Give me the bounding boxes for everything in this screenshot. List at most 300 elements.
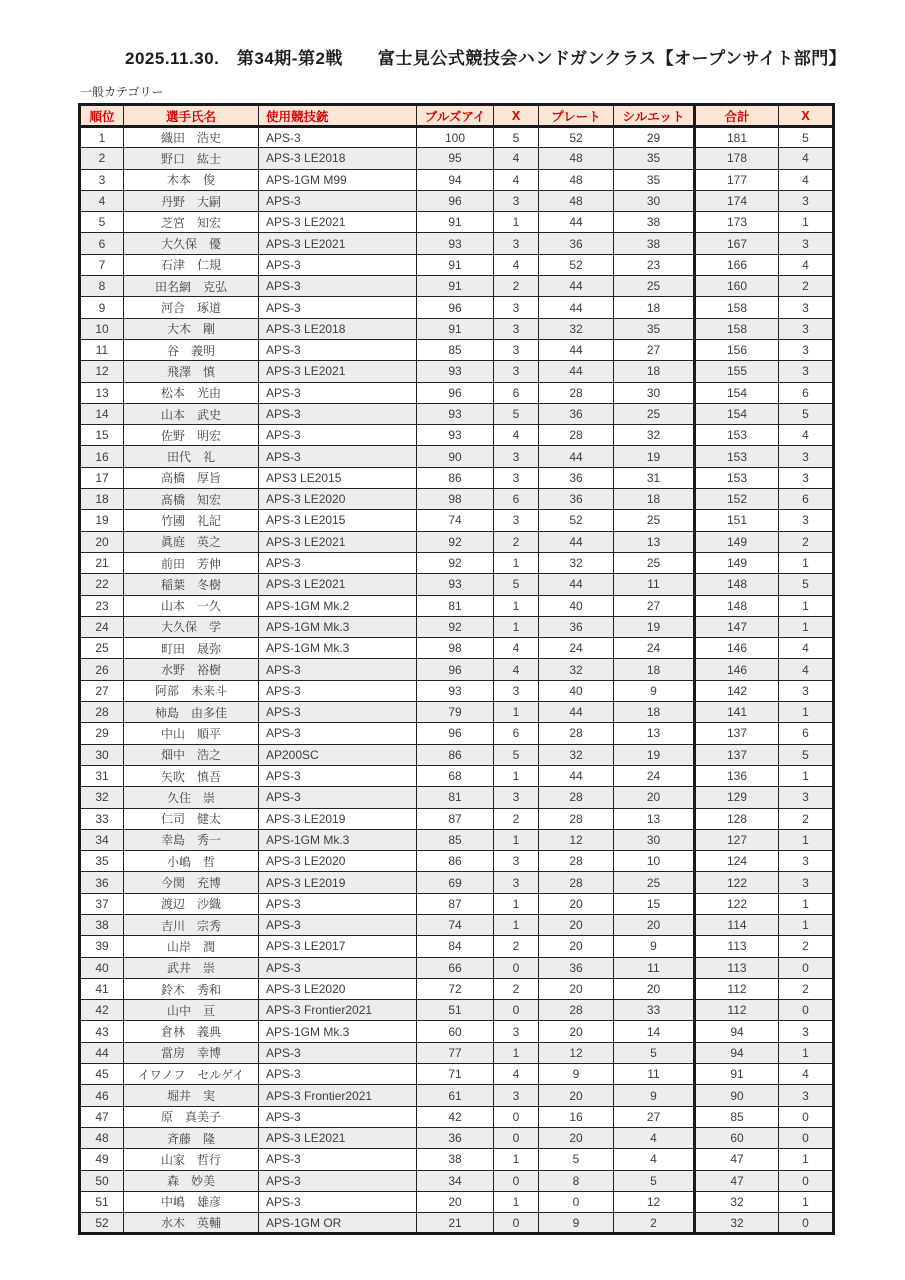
silhouette-cell: 18 (614, 361, 695, 382)
silhouette-cell: 13 (614, 808, 695, 829)
silhouette-cell: 20 (614, 914, 695, 935)
table-row (80, 446, 834, 467)
player-name-cell: 高橋 厚旨 (124, 467, 259, 488)
x-count-cell: 2 (494, 978, 539, 999)
total-x-cell: 1 (779, 552, 834, 573)
rank-cell: 44 (80, 1042, 124, 1063)
plate-cell: 9 (539, 1213, 614, 1234)
bullseye-cell: 96 (417, 297, 494, 318)
gun-cell: APS-3 LE2021 (259, 574, 417, 595)
rank-cell: 50 (80, 1170, 124, 1191)
player-name-cell: 松本 光由 (124, 382, 259, 403)
total-cell: 124 (695, 851, 779, 872)
player-name-cell: 谷 義明 (124, 339, 259, 360)
table-row (80, 361, 834, 382)
rank-cell: 45 (80, 1064, 124, 1085)
rank-cell: 9 (80, 297, 124, 318)
bullseye-cell: 95 (417, 148, 494, 169)
silhouette-cell: 18 (614, 702, 695, 723)
total-cell: 155 (695, 361, 779, 382)
total-x-cell: 0 (779, 1106, 834, 1127)
player-name-cell: 大久保 優 (124, 233, 259, 254)
total-cell: 148 (695, 595, 779, 616)
plate-cell: 0 (539, 1191, 614, 1212)
silhouette-cell: 27 (614, 595, 695, 616)
x-count-cell: 0 (494, 1170, 539, 1191)
total-cell: 158 (695, 318, 779, 339)
silhouette-cell: 2 (614, 1213, 695, 1234)
plate-cell: 28 (539, 851, 614, 872)
total-x-cell: 3 (779, 680, 834, 701)
bullseye-cell: 91 (417, 276, 494, 297)
table-row (80, 467, 834, 488)
silhouette-header: シルエット (614, 105, 695, 127)
silhouette-cell: 24 (614, 638, 695, 659)
rank-cell: 30 (80, 744, 124, 765)
plate-cell: 28 (539, 787, 614, 808)
gun-cell: APS-3 LE2020 (259, 978, 417, 999)
total-x-cell: 1 (779, 829, 834, 850)
table-row (80, 1085, 834, 1106)
plate-cell: 20 (539, 1021, 614, 1042)
total-x-cell: 1 (779, 1191, 834, 1212)
table-row (80, 403, 834, 424)
silhouette-cell: 29 (614, 127, 695, 148)
plate-cell: 44 (539, 446, 614, 467)
bullseye-cell: 93 (417, 574, 494, 595)
table-row (80, 169, 834, 190)
silhouette-cell: 9 (614, 680, 695, 701)
bullseye-cell: 66 (417, 957, 494, 978)
table-row (80, 1106, 834, 1127)
results-table (78, 103, 835, 1235)
gun-cell: APS-1GM Mk.3 (259, 1021, 417, 1042)
table-row (80, 957, 834, 978)
bullseye-header: ブルズアイ (417, 105, 494, 127)
total-x-cell: 1 (779, 765, 834, 786)
player-name-cell: 丹野 大嗣 (124, 190, 259, 211)
table-row (80, 638, 834, 659)
player-name-cell: 小嶋 哲 (124, 851, 259, 872)
bullseye-cell: 98 (417, 489, 494, 510)
rank-cell: 34 (80, 829, 124, 850)
player-name-cell: 織田 浩史 (124, 127, 259, 148)
x-count-cell: 1 (494, 595, 539, 616)
bullseye-cell: 98 (417, 638, 494, 659)
bullseye-cell: 93 (417, 233, 494, 254)
total-cell: 146 (695, 638, 779, 659)
rank-cell: 47 (80, 1106, 124, 1127)
gun-cell: AP200SC (259, 744, 417, 765)
silhouette-cell: 25 (614, 276, 695, 297)
total-x-cell: 3 (779, 510, 834, 531)
x-count-cell: 3 (494, 446, 539, 467)
gun-cell: APS3 LE2015 (259, 467, 417, 488)
plate-cell: 9 (539, 1064, 614, 1085)
player-name-cell: 木本 俊 (124, 169, 259, 190)
plate-cell: 48 (539, 148, 614, 169)
table-row (80, 1170, 834, 1191)
x-count-cell: 6 (494, 723, 539, 744)
player-name-cell: イワノフ セルゲイ (124, 1064, 259, 1085)
plate-cell: 48 (539, 190, 614, 211)
bullseye-cell: 96 (417, 723, 494, 744)
silhouette-cell: 32 (614, 425, 695, 446)
table-row (80, 1064, 834, 1085)
silhouette-cell: 38 (614, 233, 695, 254)
plate-cell: 28 (539, 808, 614, 829)
total-x-cell: 3 (779, 297, 834, 318)
plate-cell: 44 (539, 765, 614, 786)
table-row (80, 893, 834, 914)
rank-cell: 36 (80, 872, 124, 893)
bullseye-cell: 96 (417, 382, 494, 403)
total-cell: 146 (695, 659, 779, 680)
bullseye-cell: 79 (417, 702, 494, 723)
player-name-cell: 田代 礼 (124, 446, 259, 467)
plate-cell: 8 (539, 1170, 614, 1191)
total-x-cell: 4 (779, 638, 834, 659)
gun-cell: APS-3 LE2015 (259, 510, 417, 531)
total-x-cell: 4 (779, 1064, 834, 1085)
total-x-cell: 2 (779, 978, 834, 999)
silhouette-cell: 9 (614, 936, 695, 957)
rank-cell: 52 (80, 1213, 124, 1234)
rank-cell: 32 (80, 787, 124, 808)
x-count-cell: 3 (494, 318, 539, 339)
player-name-cell: 野口 紘士 (124, 148, 259, 169)
gun-cell: APS-3 (259, 787, 417, 808)
total-cell: 142 (695, 680, 779, 701)
total-cell: 32 (695, 1191, 779, 1212)
bullseye-cell: 86 (417, 851, 494, 872)
rank-cell: 10 (80, 318, 124, 339)
bullseye-cell: 85 (417, 829, 494, 850)
total-x-cell: 4 (779, 425, 834, 446)
plate-header: プレート (539, 105, 614, 127)
plate-cell: 36 (539, 233, 614, 254)
total-x-cell: 1 (779, 914, 834, 935)
table-row (80, 276, 834, 297)
bullseye-cell: 61 (417, 1085, 494, 1106)
total-cell: 127 (695, 829, 779, 850)
plate-cell: 28 (539, 872, 614, 893)
total-x-cell: 1 (779, 212, 834, 233)
gun-cell: APS-3 LE2018 (259, 148, 417, 169)
silhouette-cell: 18 (614, 489, 695, 510)
gun-cell: APS-3 (259, 1149, 417, 1170)
player-name-cell: 倉林 義典 (124, 1021, 259, 1042)
table-row (80, 574, 834, 595)
player-name-cell: 今関 充博 (124, 872, 259, 893)
bullseye-cell: 93 (417, 361, 494, 382)
silhouette-cell: 25 (614, 510, 695, 531)
gun-cell: APS-1GM Mk.3 (259, 829, 417, 850)
player-name-cell: 中山 順平 (124, 723, 259, 744)
x-count-cell: 1 (494, 765, 539, 786)
total-x-cell: 3 (779, 233, 834, 254)
plate-cell: 36 (539, 957, 614, 978)
silhouette-cell: 30 (614, 829, 695, 850)
rank-cell: 41 (80, 978, 124, 999)
player-name-cell: 仁司 健太 (124, 808, 259, 829)
bullseye-cell: 74 (417, 510, 494, 531)
total-x-cell: 6 (779, 489, 834, 510)
total-cell: 151 (695, 510, 779, 531)
player-name-cell: 芝宮 知宏 (124, 212, 259, 233)
bullseye-cell: 93 (417, 425, 494, 446)
gun-cell: APS-3 (259, 446, 417, 467)
x-count-cell: 1 (494, 914, 539, 935)
x-count-cell: 1 (494, 616, 539, 637)
rank-cell: 42 (80, 1000, 124, 1021)
total-cell: 154 (695, 382, 779, 403)
x-count-cell: 5 (494, 744, 539, 765)
gun-cell: APS-3 LE2020 (259, 851, 417, 872)
gun-cell: APS-3 (259, 893, 417, 914)
x-count-cell: 0 (494, 1000, 539, 1021)
table-row (80, 1021, 834, 1042)
silhouette-cell: 15 (614, 893, 695, 914)
table-row (80, 765, 834, 786)
table-row (80, 382, 834, 403)
total-x-cell: 3 (779, 872, 834, 893)
total-x-cell: 5 (779, 744, 834, 765)
gun-cell: APS-3 (259, 765, 417, 786)
player-name-cell: 鈴木 秀和 (124, 978, 259, 999)
bullseye-cell: 85 (417, 339, 494, 360)
x-count-cell: 1 (494, 702, 539, 723)
rank-cell: 11 (80, 339, 124, 360)
x-count-cell: 6 (494, 382, 539, 403)
x-count-cell: 2 (494, 276, 539, 297)
total-x-cell: 1 (779, 893, 834, 914)
player-name-cell: 山岸 潤 (124, 936, 259, 957)
total-cell: 160 (695, 276, 779, 297)
rank-cell: 21 (80, 552, 124, 573)
plate-cell: 48 (539, 169, 614, 190)
silhouette-cell: 27 (614, 1106, 695, 1127)
silhouette-cell: 13 (614, 723, 695, 744)
bullseye-cell: 42 (417, 1106, 494, 1127)
total-cell: 149 (695, 552, 779, 573)
x-count-cell: 1 (494, 893, 539, 914)
gun-cell: APS-1GM OR (259, 1213, 417, 1234)
table-row (80, 148, 834, 169)
bullseye-cell: 34 (417, 1170, 494, 1191)
gun-cell: APS-3 LE2021 (259, 531, 417, 552)
silhouette-cell: 30 (614, 382, 695, 403)
table-row (80, 616, 834, 637)
gun-cell: APS-3 (259, 1170, 417, 1191)
silhouette-cell: 19 (614, 744, 695, 765)
gun-cell: APS-3 Frontier2021 (259, 1000, 417, 1021)
rank-cell: 3 (80, 169, 124, 190)
table-row (80, 936, 834, 957)
plate-cell: 24 (539, 638, 614, 659)
plate-cell: 16 (539, 1106, 614, 1127)
silhouette-cell: 18 (614, 659, 695, 680)
gun-cell: APS-3 (259, 382, 417, 403)
plate-cell: 52 (539, 254, 614, 275)
player-name-cell: 渡辺 沙織 (124, 893, 259, 914)
bullseye-cell: 93 (417, 680, 494, 701)
gun-cell: APS-3 LE2018 (259, 318, 417, 339)
player-name-cell: 山家 哲行 (124, 1149, 259, 1170)
plate-cell: 20 (539, 978, 614, 999)
silhouette-cell: 10 (614, 851, 695, 872)
total-x-cell: 4 (779, 169, 834, 190)
bullseye-cell: 84 (417, 936, 494, 957)
total-cell: 94 (695, 1021, 779, 1042)
rank-cell: 2 (80, 148, 124, 169)
bullseye-cell: 86 (417, 744, 494, 765)
player-name-cell: 斉藤 隆 (124, 1127, 259, 1148)
table-row (80, 787, 834, 808)
x-count-cell: 3 (494, 787, 539, 808)
total-cell: 122 (695, 872, 779, 893)
x-count-cell: 1 (494, 1042, 539, 1063)
table-row (80, 425, 834, 446)
total-cell: 137 (695, 723, 779, 744)
bullseye-cell: 91 (417, 318, 494, 339)
table-row (80, 914, 834, 935)
rank-cell: 17 (80, 467, 124, 488)
gun-cell: APS-3 (259, 190, 417, 211)
x-count-cell: 3 (494, 851, 539, 872)
plate-cell: 36 (539, 489, 614, 510)
plate-cell: 28 (539, 1000, 614, 1021)
rank-cell: 49 (80, 1149, 124, 1170)
rank-cell: 24 (80, 616, 124, 637)
total-cell: 181 (695, 127, 779, 148)
gun-cell: APS-1GM Mk.3 (259, 638, 417, 659)
rank-cell: 16 (80, 446, 124, 467)
total-cell: 129 (695, 787, 779, 808)
bullseye-cell: 71 (417, 1064, 494, 1085)
x-count-cell: 1 (494, 552, 539, 573)
plate-cell: 5 (539, 1149, 614, 1170)
rank-cell: 43 (80, 1021, 124, 1042)
table-row (80, 744, 834, 765)
gun-cell: APS-3 (259, 680, 417, 701)
total-x-cell: 0 (779, 1213, 834, 1234)
bullseye-cell: 68 (417, 765, 494, 786)
bullseye-cell: 87 (417, 893, 494, 914)
bullseye-cell: 60 (417, 1021, 494, 1042)
silhouette-cell: 19 (614, 446, 695, 467)
x-count-cell: 1 (494, 1149, 539, 1170)
total-cell: 153 (695, 425, 779, 446)
silhouette-cell: 27 (614, 339, 695, 360)
silhouette-cell: 13 (614, 531, 695, 552)
player-name-cell: 森 妙美 (124, 1170, 259, 1191)
gun-cell: APS-3 (259, 276, 417, 297)
player-name-cell: 竹國 礼記 (124, 510, 259, 531)
silhouette-cell: 25 (614, 872, 695, 893)
plate-cell: 44 (539, 297, 614, 318)
rank-cell: 12 (80, 361, 124, 382)
gun-cell: APS-3 LE2021 (259, 361, 417, 382)
player-name-cell: 柿島 由多佳 (124, 702, 259, 723)
player-name-cell: 幸島 秀一 (124, 829, 259, 850)
x-count-cell: 4 (494, 148, 539, 169)
bullseye-cell: 100 (417, 127, 494, 148)
x-count-cell: 3 (494, 297, 539, 318)
total-cell: 90 (695, 1085, 779, 1106)
total-x-cell: 3 (779, 339, 834, 360)
plate-cell: 32 (539, 659, 614, 680)
bullseye-cell: 91 (417, 212, 494, 233)
rank-cell: 7 (80, 254, 124, 275)
rank-cell: 46 (80, 1085, 124, 1106)
rank-cell: 5 (80, 212, 124, 233)
page-title: 2025.11.30. 第34期-第2戦 富士見公式競技会ハンドガンクラス【オープンサイト部門】 (125, 49, 847, 68)
table-row (80, 1000, 834, 1021)
total-cell: 113 (695, 936, 779, 957)
x-count-cell: 3 (494, 233, 539, 254)
total-cell: 32 (695, 1213, 779, 1234)
bullseye-cell: 77 (417, 1042, 494, 1063)
rank-cell: 22 (80, 574, 124, 595)
total-x-cell: 0 (779, 1000, 834, 1021)
x-count-cell: 3 (494, 1085, 539, 1106)
bullseye-cell: 87 (417, 808, 494, 829)
total-x-cell: 1 (779, 702, 834, 723)
total-x-cell: 3 (779, 851, 834, 872)
gun-cell: APS-3 LE2021 (259, 233, 417, 254)
total-cell: 122 (695, 893, 779, 914)
table-row (80, 233, 834, 254)
total-cell: 178 (695, 148, 779, 169)
silhouette-cell: 19 (614, 616, 695, 637)
gun-cell: APS-3 (259, 957, 417, 978)
player-name-cell: 武井 崇 (124, 957, 259, 978)
total-cell: 174 (695, 190, 779, 211)
table-row (80, 851, 834, 872)
table-row (80, 531, 834, 552)
total-cell: 128 (695, 808, 779, 829)
x-count-cell: 4 (494, 1064, 539, 1085)
player-name-cell: 髙橋 知宏 (124, 489, 259, 510)
rank-cell: 35 (80, 851, 124, 872)
total-cell: 166 (695, 254, 779, 275)
gun-cell: APS-3 (259, 552, 417, 573)
player-name-cell: 矢吹 慎吾 (124, 765, 259, 786)
total-cell: 94 (695, 1042, 779, 1063)
total-cell: 148 (695, 574, 779, 595)
plate-cell: 44 (539, 361, 614, 382)
total-cell: 112 (695, 978, 779, 999)
player-name-cell: 水野 裕樹 (124, 659, 259, 680)
total-x-cell: 0 (779, 957, 834, 978)
table-header-row (80, 105, 834, 127)
x-count-cell: 3 (494, 680, 539, 701)
bullseye-cell: 72 (417, 978, 494, 999)
rank-cell: 20 (80, 531, 124, 552)
gun-cell: APS-3 (259, 127, 417, 148)
total-x-cell: 1 (779, 1149, 834, 1170)
rank-cell: 25 (80, 638, 124, 659)
plate-cell: 32 (539, 552, 614, 573)
total-cell: 147 (695, 616, 779, 637)
bullseye-cell: 81 (417, 595, 494, 616)
total-x-cell: 5 (779, 403, 834, 424)
player-name-cell: 水木 英輔 (124, 1213, 259, 1234)
x-count-cell: 3 (494, 510, 539, 531)
x-count-cell: 0 (494, 1127, 539, 1148)
total-cell: 114 (695, 914, 779, 935)
